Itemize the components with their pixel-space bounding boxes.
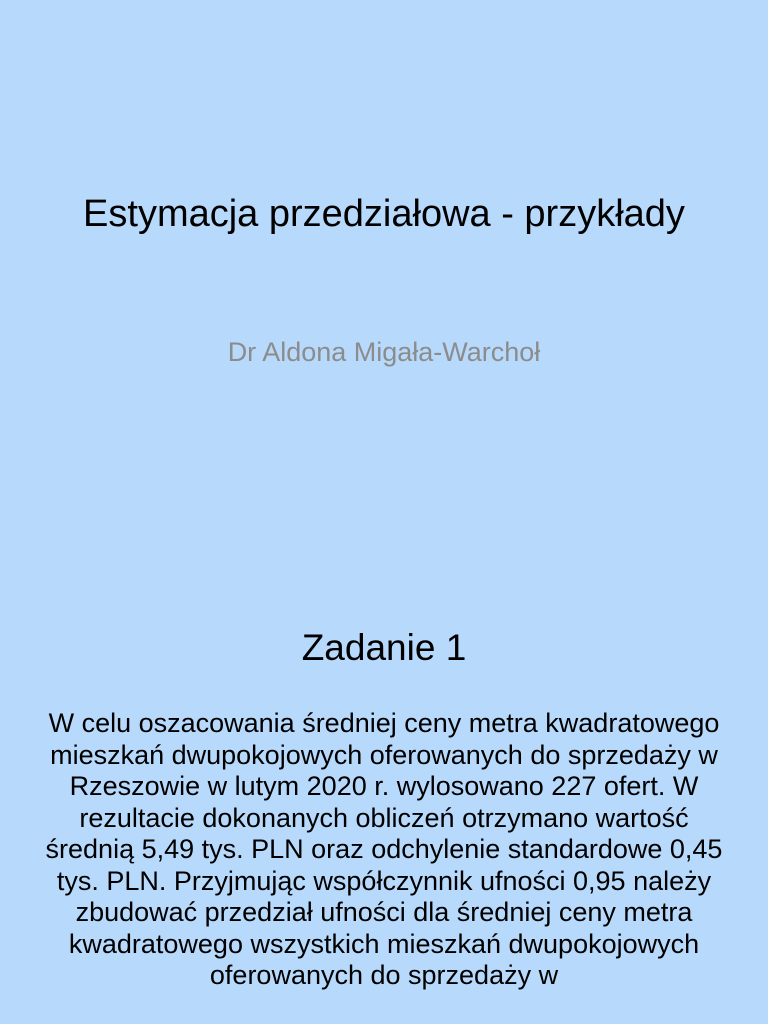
author-subtitle: Dr Aldona Migała-Warchoł — [227, 337, 541, 367]
task-description: W celu oszacowania średniej ceny metra kwadratowego mieszkań dwupokojowych oferowanych do sprzedaży w Rzeszowie w lutym 2020 r. wylosowano 227 ofert. W rezultacie dokonanych obliczeń otrzymano wartość średnią 5,49 tys. PLN oraz odchylenie standardowe 0,45 tys. PLN. Przyjmując współczynnik ufności 0,95 należy zbudować przedział ufności dla średniej ceny metra kwadratowego wszystkich mieszkań dwupokojowych oferowanych do sprzedaży w — [45, 708, 723, 990]
task-slide — [0, 576, 768, 1024]
task-title: Zadanie 1 — [301, 627, 467, 668]
presentation-title: Estymacja przedziałowa - przykłady — [83, 193, 685, 235]
